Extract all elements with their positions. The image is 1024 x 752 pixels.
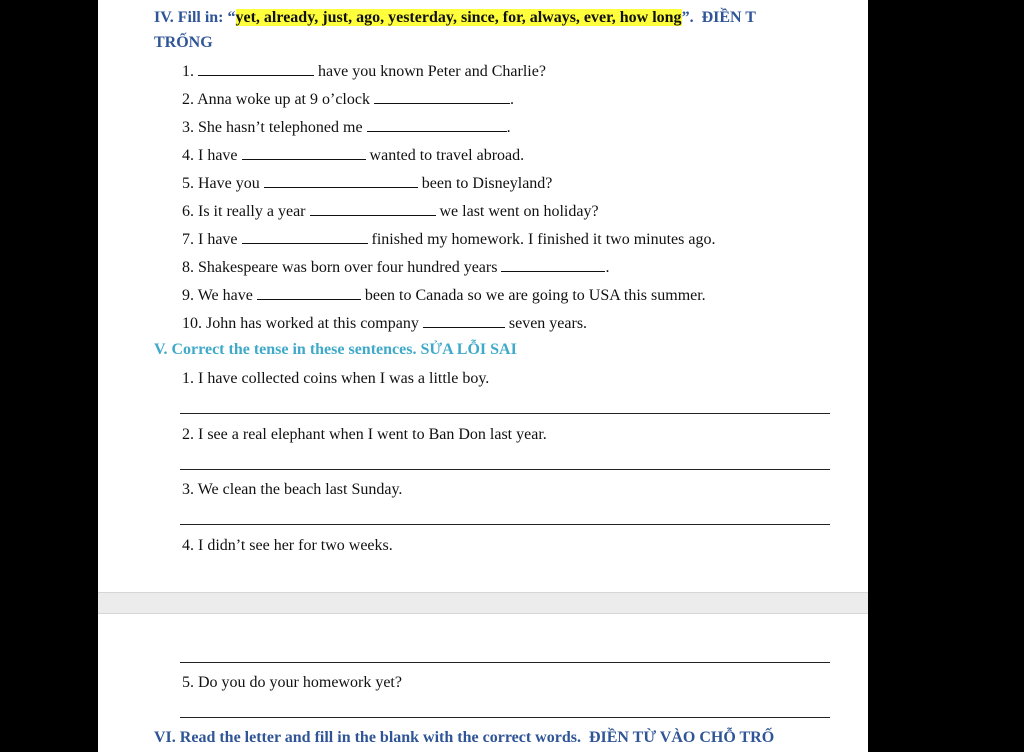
- fill-blank[interactable]: [198, 62, 314, 76]
- section-v-title: V. Correct the tense in these sentences. SỬA LỖI SAI: [154, 341, 517, 358]
- list-item: 7. I have finished my homework. I finished it two minutes ago.: [182, 231, 716, 248]
- list-item: 3. We clean the beach last Sunday.: [182, 481, 403, 498]
- list-item: 1. I have collected coins when I was a little boy.: [182, 370, 490, 387]
- section-vi-title-en: VI. Read the letter and fill in the blank with the correct words.: [154, 729, 581, 746]
- list-item: 3. She hasn’t telephoned me .: [182, 119, 511, 136]
- list-item: 4. I didn’t see her for two weeks.: [182, 537, 393, 554]
- list-item: 4. I have wanted to travel abroad.: [182, 147, 525, 164]
- list-item: 5. Have you been to Disneyland?: [182, 175, 553, 192]
- answer-line[interactable]: [180, 469, 830, 470]
- section-iv-title: [154, 8, 756, 28]
- fill-blank[interactable]: [264, 174, 418, 188]
- answer-line[interactable]: [180, 662, 830, 663]
- list-item: 8. Shakespeare was born over four hundred years .: [182, 259, 610, 276]
- answer-line[interactable]: [180, 717, 830, 718]
- fill-blank[interactable]: [367, 118, 507, 132]
- word-bank-highlight: yet, already, just, ago, yesterday, since, for, always, ever, how long: [235, 9, 682, 26]
- list-item: 10. John has worked at this company seven years.: [182, 315, 588, 332]
- fill-blank[interactable]: [423, 314, 505, 328]
- section-iv-title-prefix: IV. Fill in: “: [154, 9, 236, 26]
- section-vi-title: [154, 728, 774, 748]
- list-item: 2. Anna woke up at 9 o’clock .: [182, 91, 514, 108]
- section-iv-title-vn: ĐIỀN T: [701, 9, 756, 26]
- fill-blank[interactable]: [501, 258, 605, 272]
- answer-line[interactable]: [180, 413, 830, 414]
- page-break: [98, 592, 868, 614]
- list-item: 2. I see a real elephant when I went to Ban Don last year.: [182, 426, 547, 443]
- section-iv-title-suffix: ”.: [681, 9, 694, 26]
- list-item: 1. have you known Peter and Charlie?: [182, 63, 546, 80]
- answer-line[interactable]: [180, 524, 830, 525]
- fill-blank[interactable]: [310, 202, 436, 216]
- document-page: [98, 0, 868, 752]
- fill-blank[interactable]: [242, 230, 368, 244]
- list-item: 5. Do you do your homework yet?: [182, 674, 402, 691]
- fill-blank[interactable]: [257, 286, 361, 300]
- list-item: 6. Is it really a year we last went on holiday?: [182, 203, 599, 220]
- fill-blank[interactable]: [374, 90, 510, 104]
- list-item: 9. We have been to Canada so we are going to USA this summer.: [182, 287, 706, 304]
- fill-blank[interactable]: [242, 146, 366, 160]
- section-iv-title-line2: TRỐNG: [154, 34, 213, 51]
- section-vi-title-vn: ĐIỀN TỪ VÀO CHỖ TRỐ: [588, 729, 775, 746]
